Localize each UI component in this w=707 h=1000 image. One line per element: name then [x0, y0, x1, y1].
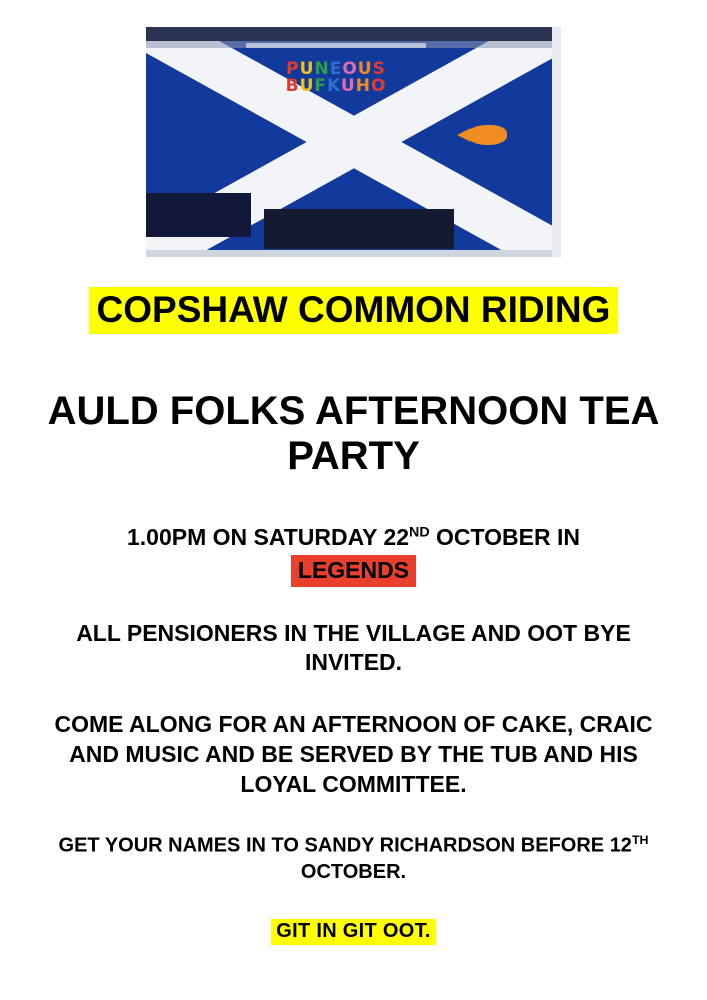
rsvp-suffix: OCTOBER.: [300, 860, 407, 883]
banner-lettering: [251, 47, 421, 109]
photo-bottom-edge: [146, 250, 561, 257]
photo-dark-block-center: [264, 209, 454, 249]
saltire-flag: [146, 27, 561, 257]
banner-line-1: PUNEOUS: [286, 59, 386, 79]
event-datetime: [127, 523, 580, 587]
photo-top-strip: [146, 27, 561, 41]
datetime-prefix: 1.00PM ON SATURDAY 22: [126, 524, 410, 551]
datetime-suffix: OCTOBER IN: [429, 524, 581, 551]
invite-text: ALL PENSIONERS IN THE VILLAGE AND OOT BYE INVITED.: [76, 619, 631, 676]
datetime-ordinal: ND: [409, 524, 430, 541]
fish-icon: [457, 123, 509, 147]
flag-photo: [146, 27, 561, 257]
rsvp-ordinal: TH: [631, 832, 649, 847]
rsvp-text: [34, 832, 674, 885]
banner-line-2: BUFKUHO: [285, 76, 387, 96]
photo-dark-block-left: [146, 193, 251, 237]
page-title: COPSHAW COMMON RIDING: [89, 287, 619, 334]
footer-slogan: GIT IN GIT OOT.: [271, 919, 436, 945]
details-text: COME ALONG FOR AN AFTERNOON OF CAKE, CRAIC AND MUSIC AND BE SERVED BY THE TUB AND HIS LOYAL COMMITTEE.: [54, 711, 653, 798]
venue-badge: LEGENDS: [291, 555, 416, 587]
photo-right-edge: [552, 27, 561, 257]
headline: AULD FOLKS AFTERNOON TEA PARTY: [47, 389, 660, 479]
rsvp-prefix: GET YOUR NAMES IN TO SANDY RICHARDSON BEFORE 12: [58, 834, 632, 857]
